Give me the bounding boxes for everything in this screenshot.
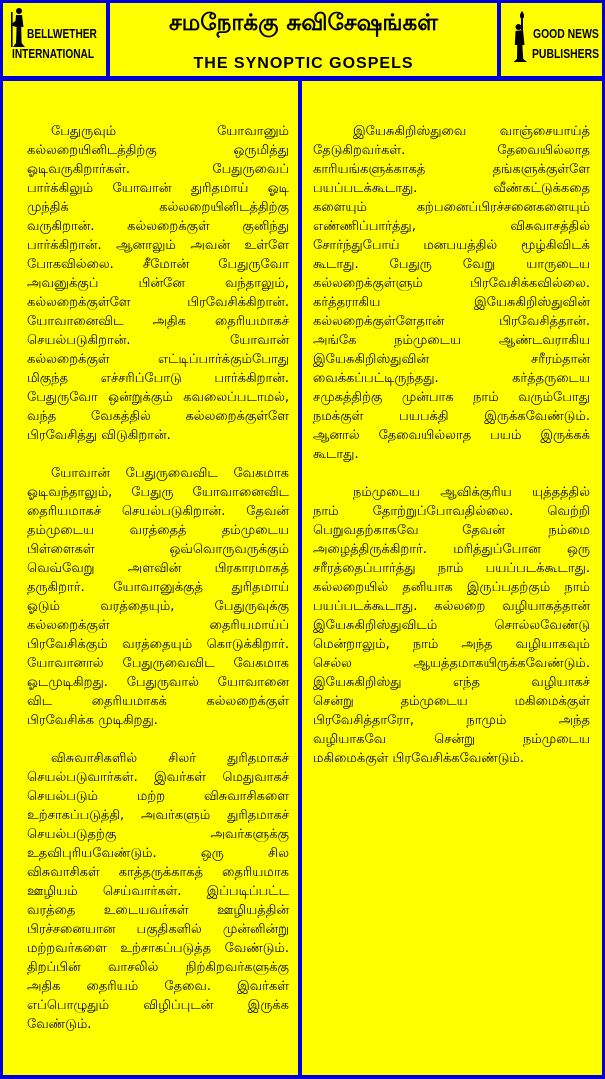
text-line: ஓடிவந்தாலும், பேதுரு யோவானைவிட <box>27 485 289 500</box>
text-line: தைரியமாகச் செயல்படுகிறான். தேவன் <box>27 504 289 519</box>
text-line: கூடாது. பேதுரு வேறு யாருடைய <box>313 257 590 272</box>
text-line: பிரவேசித்து விடுகிறான். <box>27 428 171 443</box>
text-line: கல்லறைக்குள்ளே பிரவேசிக்கிறான். <box>27 295 289 310</box>
text-line: கல்லறையினிடத்திற்கு ஒருமித்து <box>27 143 289 158</box>
good-news-figure-icon <box>511 11 531 63</box>
text-line: இயேசுகிறிஸ்துவை வாஞ்சையாய்த் <box>353 124 590 139</box>
text-line: செயல்படுதற்கு அவர்களுக்கு <box>27 827 289 842</box>
text-line: நாம் தோற்றுப்போவதில்லை. வெற்றி <box>313 504 590 519</box>
text-line: அங்கே நம்முடைய ஆண்டவராகிய <box>313 333 590 348</box>
text-line: வருகிறான். கல்லறைக்குள் குனிந்து <box>27 219 289 234</box>
text-line: அழைத்திருக்கிறார். மரித்துப்போன ஒரு <box>313 542 590 557</box>
text-line: பார்க்கிலும் யோவான் துரிதமாய் ஓடி <box>27 181 289 196</box>
text-line: ஓடிவருகிறார்கள். பேதுருவைப் <box>27 162 289 177</box>
text-line: செயல்படுவார்கள். இவர்கள் மெதுவாகச் <box>27 770 289 785</box>
text-line: கல்லறைக்குள் எட்டிப்பார்க்கும்போது <box>27 352 289 367</box>
text-line: இயேசுகிறிஸ்துவின் சரீரம்தான் <box>313 352 590 367</box>
text-line: வரத்தை உடையவர்கள் ஊழியத்தின் <box>27 903 289 918</box>
text-line: சரீரத்தைப்பார்த்து நாம் பயப்படக்கூடாது. <box>313 561 590 576</box>
paragraph <box>313 122 590 464</box>
text-line: விசுவாசிகள் காத்தருக்காகத் தைரியமாக <box>27 865 289 880</box>
text-line: உதவிபுரியவேண்டும். ஒரு சில <box>27 846 289 861</box>
text-line: இயேசுகிறிஸ்து எந்த வழியாகச் <box>313 675 590 690</box>
text-line: எண்ணிப்பார்த்து, விசுவாசத்தில் <box>313 219 590 234</box>
paragraph <box>27 749 289 1034</box>
text-line: மென்றாலும், நாம் அந்த வழியாகவும் <box>313 637 590 652</box>
text-line: பயப்படக்கூடாது. கல்லறை வழியாகத்தான் <box>313 599 590 614</box>
text-line: விசுவாசிகளில் சிலர் துரிதமாகச் <box>51 751 289 766</box>
text-line: கர்த்தராகிய இயேசுகிறிஸ்துவின் <box>313 295 590 310</box>
text-line: செல்ல ஆயத்தமாகயிருக்கவேண்டும். <box>313 656 590 671</box>
text-line: மற்றவர்களை உற்சாகப்படுத்த வேண்டும். <box>27 941 289 956</box>
text-line: முந்திக் கல்லறையினிடத்திற்கு <box>27 200 289 215</box>
text-line: மிகுந்த எச்சரிப்போடு பார்க்கிறான். <box>27 371 289 386</box>
text-line: பேதுருவும் யோவானும் <box>51 124 289 139</box>
text-line: கல்லறையில் தனியாக இருப்பதற்கும் நாம் <box>313 580 590 595</box>
paragraph <box>27 122 289 445</box>
text-line: வேண்டும். <box>27 1017 92 1032</box>
header-right-logo-box <box>501 3 602 76</box>
text-line: பிரவேசிக்கும் வரத்தையும் கொடுக்கிறார். <box>27 637 289 652</box>
text-line: செயல்படும் மற்ற விசுவாசிகளை <box>27 789 289 804</box>
text-line: பயப்படக்கூடாது. வீண்கட்டுக்கதை <box>313 181 590 196</box>
text-line: சோர்ந்துபோய் மனபயத்தில் மூழ்கிவிடக் <box>313 238 590 253</box>
logo-name-line2: INTERNATIONAL <box>12 46 95 61</box>
bellwether-figure-icon <box>10 7 27 49</box>
text-line: தம்முடைய வரத்தைத் தம்முடைய <box>27 523 289 538</box>
text-line: வழியாகவே சென்று நம்முடைய <box>313 732 590 747</box>
text-line: யோவானால் பேதுருவைவிட வேகமாக <box>27 656 289 671</box>
text-line: பிரவேசித்தாரோ, நாமும் அந்த <box>313 713 590 728</box>
text-line: கல்லறைக்குள் தைரியமாய்ப் <box>27 618 289 633</box>
column-right-text <box>313 122 590 787</box>
text-line: செயல்படுகிறான். யோவான் <box>27 333 289 348</box>
text-line: தேடுகிறவர்கள். தேவையில்லாத <box>313 143 590 158</box>
header-title-box <box>110 3 497 76</box>
text-line: மகிமைக்குள் பிரவேசிக்கவேண்டும். <box>313 751 524 766</box>
text-line: பிரவேசிக்க முடிகிறது. <box>27 713 158 728</box>
column-left-text <box>27 122 289 1053</box>
text-line: வெவ்வேறு அளவின் பிரகாரமாகத் <box>27 561 289 576</box>
text-line: எப்பொழுதும் விழிப்புடன் இருக்க <box>27 998 289 1013</box>
logo-name-line1: GOOD NEWS <box>533 26 599 41</box>
header-left-logo-box <box>3 3 106 76</box>
logo-name-line2: PUBLISHERS <box>532 46 600 61</box>
text-line: வைக்கப்பட்டிருந்தது. கர்த்தருடைய <box>313 371 590 386</box>
text-line: அதிக தைரியம் தேவை. இவர்கள் <box>27 979 289 994</box>
text-line: கல்லறைக்குள்ளும் பிரவேசிக்கவில்லை. <box>313 276 590 291</box>
text-line: கூடாது. <box>313 447 359 462</box>
text-line: போகவில்லை. சீமோன் பேதுருவோ <box>27 257 289 272</box>
text-line: ஊழியம் செய்வார்கள். இப்படிப்பட்ட <box>27 884 289 899</box>
paragraph <box>27 464 289 730</box>
text-line: நம்முடைய ஆவிக்குரிய யுத்தத்தில் <box>353 485 590 500</box>
text-line: யோவானைவிட அதிக தைரியமாகச் <box>27 314 289 329</box>
text-line: உற்சாகப்படுத்தி, அவர்களும் துரிதமாகச் <box>27 808 289 823</box>
text-line: அவனுக்குப் பின்னே வந்தாலும், <box>27 276 289 291</box>
text-line: தருகிறார். யோவானுக்குத் துரிதமாய் <box>27 580 289 595</box>
text-line: திறப்பின் வாசலில் நிற்கிறவர்களுக்கு <box>27 960 289 975</box>
logo-name-line1: BELLWETHER <box>27 26 97 41</box>
text-line: பேதுருவோ ஒன்றுக்கும் கவலைப்படாமல், <box>27 390 289 405</box>
text-line: வந்த வேகத்தில் கல்லறைக்குள்ளே <box>27 409 289 424</box>
text-line: சமுகத்திற்கு முன்பாக நாம் வரும்போது <box>313 390 590 405</box>
text-line: காரியங்களுக்காகத் தங்களுக்குள்ளே <box>313 162 590 177</box>
text-line: விட தைரியமாகக் கல்லறைக்குள் <box>27 694 289 709</box>
text-line: கல்லறைக்குள்ளேதான் பிரவேசித்தான். <box>313 314 590 329</box>
paragraph <box>313 483 590 768</box>
text-line: பார்க்கிறான். ஆனாலும் அவன் உள்ளே <box>27 238 289 253</box>
text-line: பிரச்சனையான பகுதிகளில் முன்னின்று <box>27 922 289 937</box>
text-line: யோவான் பேதுருவைவிட வேகமாக <box>51 466 289 481</box>
text-line: இயேசுகிறிஸ்துவிடம் சொல்லவேண்டு <box>313 618 590 633</box>
text-line: சென்று தம்முடைய மகிமைக்குள் <box>313 694 590 709</box>
text-line: ஓடும் வரத்தையும், பேதுருவுக்கு <box>27 599 289 614</box>
text-line: நமக்குள் பயபக்தி இருக்கவேண்டும். <box>313 409 590 424</box>
page-subtitle: THE SYNOPTIC GOSPELS <box>193 55 414 72</box>
text-line: ஓடமுடிகிறது. பேதுருவால் யோவானை <box>27 675 289 690</box>
page-title: சமநோக்கு சுவிசேஷங்கள் <box>169 10 438 36</box>
text-line: ஆனால் தேவையில்லாத பயம் இருக்கக் <box>313 428 590 443</box>
text-line: பெறுவதற்காகவே தேவன் நம்மை <box>313 523 590 538</box>
column-right <box>302 81 602 1075</box>
text-line: களையும் கற்பனைப்பிரச்சனைகளையும் <box>313 200 590 215</box>
column-left <box>3 81 298 1075</box>
text-line: பிள்ளைகள் ஒவ்வொருவருக்கும் <box>27 542 289 557</box>
